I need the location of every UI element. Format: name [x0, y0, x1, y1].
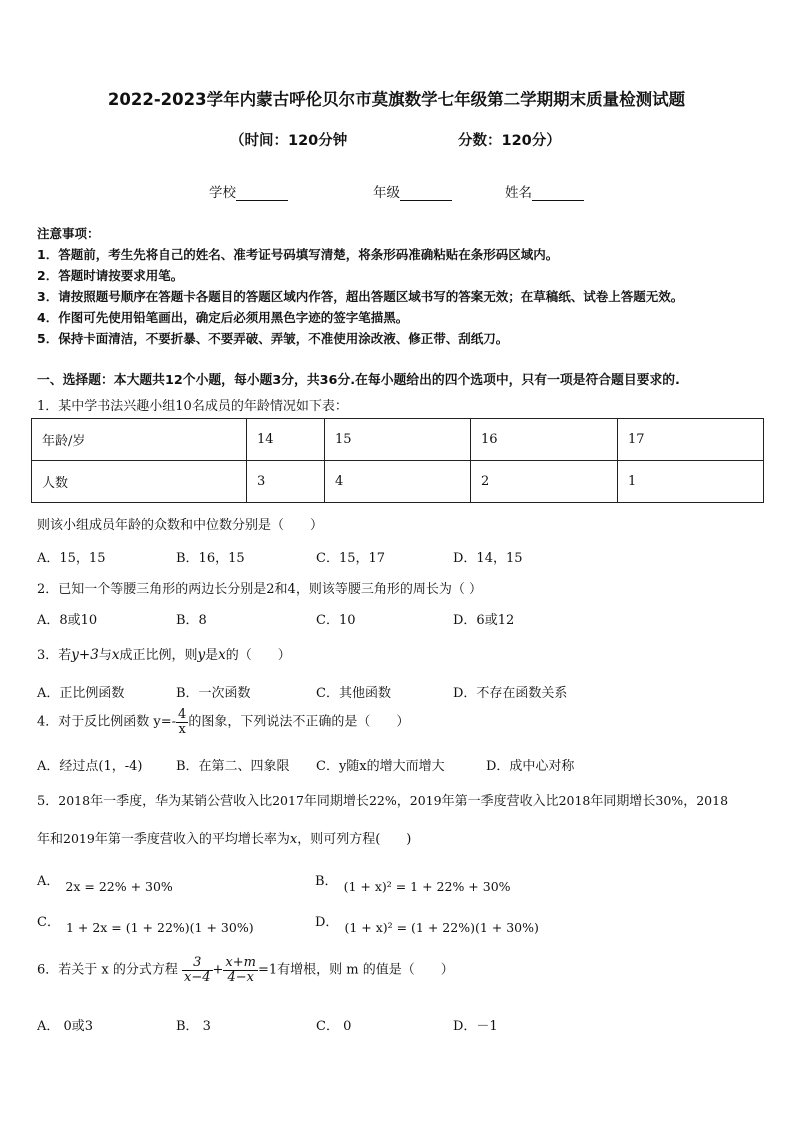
q6-option-a[interactable]: A． 0或3	[37, 1019, 94, 1034]
q6-stem	[37, 956, 454, 984]
grade-field[interactable]	[373, 181, 452, 201]
q4-text: 4．对于反比例函数 y=-	[37, 714, 177, 730]
name-field[interactable]	[505, 181, 584, 201]
q5-option-a[interactable]	[37, 870, 173, 894]
q2-option-c[interactable]: C．10	[316, 613, 356, 628]
q1-option-d[interactable]: D．14，15	[453, 551, 523, 566]
q5-year: 2019	[63, 831, 95, 846]
table-cell: 15	[325, 419, 471, 461]
q5-year: 2018	[696, 793, 729, 808]
q2-option-b[interactable]: B．8	[176, 613, 207, 628]
q4-option-c[interactable]: C．y随x的增大而增大	[316, 759, 445, 774]
q5-year: 2018	[558, 793, 591, 808]
q6-fraction-2	[223, 956, 258, 984]
q3-text: 3．若	[37, 648, 72, 663]
table-cell: 4	[325, 461, 471, 503]
note-item: 1．答题前，考生先将自己的姓名、准考证号码填写清楚，将条形码准确粘贴在条形码区域内。	[37, 247, 559, 262]
q6-option-c[interactable]: C． 0	[316, 1019, 352, 1034]
q6-fraction-1	[182, 956, 213, 984]
q5-text: ，	[396, 794, 410, 809]
q6-plus: +	[212, 962, 224, 978]
q5-text: 年第一季度营收入比	[441, 794, 559, 809]
q1-stem: 1．某中学书法兴趣小组10名成员的年龄情况如下表：	[37, 399, 348, 414]
table-cell: 年龄/岁	[32, 419, 247, 461]
q6-text: 6．若关于 x 的分式方程	[37, 962, 178, 978]
exam-score: 分数：120分）	[458, 133, 561, 149]
q5-text: ，	[683, 794, 697, 809]
exam-time: （时间：120分钟	[230, 133, 348, 149]
q5-text: 年和	[37, 832, 64, 847]
name-label: 姓名	[505, 185, 532, 201]
q4-option-a[interactable]: A．经过点(1，-4)	[37, 759, 143, 774]
school-blank[interactable]	[236, 186, 288, 201]
q3-stem	[37, 644, 291, 663]
q4-option-d[interactable]: D．成中心对称	[486, 759, 575, 774]
q5-year: 2017	[272, 793, 304, 808]
q3-text: 的（ ）	[225, 648, 291, 663]
option-label: C．	[37, 915, 60, 930]
table-row	[32, 461, 764, 503]
table-cell: 17	[618, 419, 764, 461]
q3-text: 与	[98, 648, 112, 663]
q5-text: 年一季度，华为某销公营收入比	[90, 794, 273, 809]
fraction-denominator: x	[178, 721, 186, 737]
fraction-numerator: 4	[178, 707, 187, 722]
q1-question: 则该小组成员年龄的众数和中位数分别是（ ）	[37, 518, 324, 533]
q3-option-c[interactable]: C．其他函数	[316, 686, 391, 701]
q5-percent: 30%	[655, 793, 684, 808]
q6-option-d[interactable]: D．－1	[453, 1019, 498, 1034]
note-item: 4．作图可先使用铅笔画出，确定后必须用黑色字迹的签字笔描黑。	[37, 310, 409, 325]
note-item: 3．请按照题号顺序在答题卡各题目的答题区域内作答，超出答题区域书写的答案无效；在草稿纸、试卷上答题无效。	[37, 289, 684, 304]
option-equation: (1 + x)² = 1 + 22% + 30%	[343, 879, 511, 894]
option-equation: 1 + 2x = (1 + 22%)(1 + 30%)	[65, 920, 254, 935]
q3-var: x	[111, 647, 120, 663]
q3-text: 成正比例，则	[119, 648, 198, 663]
age-table	[31, 418, 764, 503]
q4-option-b[interactable]: B．在第二、四象限	[176, 759, 290, 774]
option-equation: (1 + x)² = (1 + 22%)(1 + 30%)	[344, 920, 539, 935]
option-label: A．	[37, 874, 60, 889]
page-title: 2022-2023学年内蒙古呼伦贝尔市莫旗数学七年级第二学期期末质量检测试题	[107, 90, 686, 109]
note-item: 5．保持卡面清洁，不要折暴、不要弄破、弄皱，不准使用涂改液、修正带、刮纸刀。	[37, 331, 509, 346]
fraction-denominator: x−4	[184, 969, 211, 985]
q6-text: =1有增根，则 m 的值是（ ）	[257, 962, 454, 978]
q2-option-d[interactable]: D．6或12	[453, 613, 515, 628]
q5-option-d[interactable]	[315, 911, 539, 935]
q5-text: 5．	[37, 794, 59, 809]
q5-text: 年同期增长	[303, 794, 369, 809]
name-blank[interactable]	[532, 186, 584, 201]
q4-text: 的图象，下列说法不正确的是（ ）	[188, 714, 410, 730]
table-row	[32, 419, 764, 461]
q4-fraction	[176, 708, 188, 736]
q5-text: ，则可列方程( )	[297, 832, 412, 847]
q3-expr: y+3	[71, 647, 99, 663]
q5-percent: 22%	[368, 793, 397, 808]
q4-stem	[37, 708, 409, 736]
school-field[interactable]	[209, 181, 288, 201]
q3-option-a[interactable]: A．正比例函数	[37, 686, 125, 701]
fraction-numerator: x+m	[225, 955, 256, 970]
q5-option-c[interactable]	[37, 911, 254, 935]
table-cell: 1	[618, 461, 764, 503]
table-cell: 16	[471, 419, 618, 461]
table-cell: 2	[471, 461, 618, 503]
q1-option-c[interactable]: C．15，17	[316, 551, 386, 566]
grade-blank[interactable]	[400, 186, 452, 201]
q3-var: x	[218, 647, 226, 663]
q2-stem: 2．已知一个等腰三角形的两边长分别是2和4，则该等腰三角形的周长为（ ）	[37, 582, 482, 597]
table-cell: 人数	[32, 461, 247, 503]
q1-option-a[interactable]: A．15，15	[37, 551, 106, 566]
q3-var: y	[197, 647, 206, 663]
option-label: B．	[315, 874, 338, 889]
fraction-numerator: 3	[182, 956, 213, 971]
notes-heading: 注意事项：	[37, 226, 100, 241]
q5-year: 2019	[409, 793, 442, 808]
q5-year: 2018	[58, 793, 91, 808]
q2-option-a[interactable]: A．8或10	[37, 613, 98, 628]
q1-option-b[interactable]: B．16，15	[176, 551, 245, 566]
q5-var: x	[289, 832, 298, 847]
school-label: 学校	[209, 185, 236, 201]
q5-line2	[37, 828, 411, 847]
q5-line1	[37, 790, 728, 809]
q5-text: 年第一季度营收入的平均增长率为	[94, 832, 290, 847]
fraction-denominator: 4−x	[227, 969, 254, 985]
q5-option-b[interactable]	[315, 870, 511, 894]
table-cell: 3	[247, 461, 325, 503]
q6-option-b[interactable]: B． 3	[176, 1019, 211, 1034]
q5-text: 年同期增长	[590, 794, 656, 809]
q3-option-d[interactable]: D．不存在函数关系	[453, 686, 568, 701]
section-heading: 一、选择题：本大题共12个小题，每小题3分，共36分.在每小题给出的四个选项中，只有一项是符合题目要求的.	[37, 373, 680, 388]
table-cell: 14	[247, 419, 325, 461]
note-item: 2．答题时请按要求用笔。	[37, 268, 184, 283]
option-label: D．	[315, 915, 339, 930]
q3-option-b[interactable]: B．一次函数	[176, 686, 251, 701]
q3-text: 是	[205, 648, 219, 663]
option-equation: 2x = 22% + 30%	[65, 879, 173, 894]
grade-label: 年级	[373, 185, 400, 201]
